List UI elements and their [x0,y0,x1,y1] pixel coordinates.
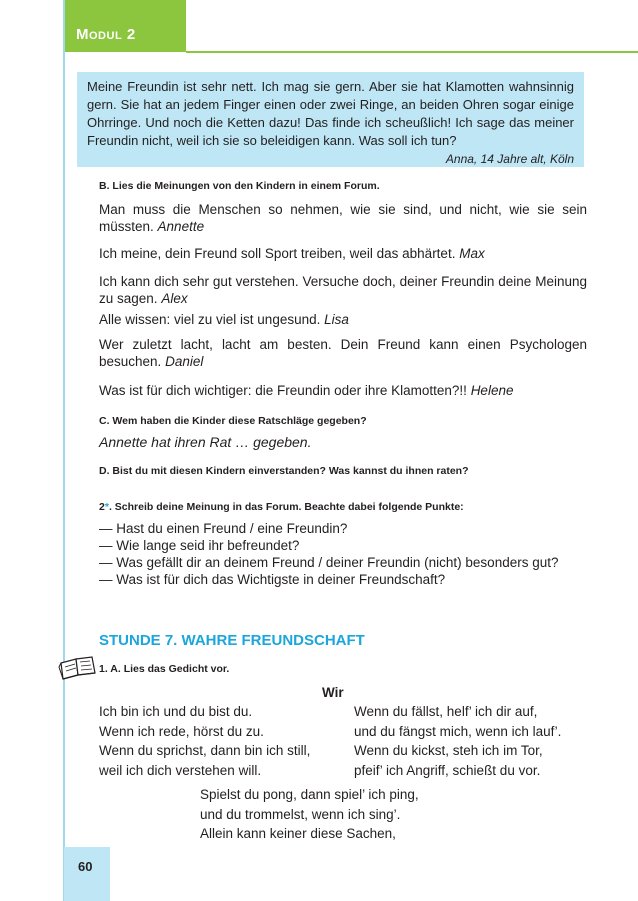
poem-line: Spielst du pong, dann spiel’ ich ping, [200,787,419,802]
margin-line [63,0,65,901]
lesson-title: STUNDE 7. WAHRE FREUNDSCHAFT [99,632,365,649]
poem-right [354,702,561,780]
poem-line: Wenn du sprichst, dann bin ich still, [99,743,311,758]
task-b-heading [99,180,587,192]
book-icon [58,653,98,683]
task-d-title: D. Bist du mit diesen Kindern einverstanden? Was kannst du ihnen raten? [99,465,469,477]
opinion-text: Was ist für dich wichtiger: die Freundin oder ihre Klamotten?!! [99,383,467,398]
opinion-text: Ich meine, dein Freund soll Sport treiben, weil das abhärtet. [99,246,456,261]
opinion-daniel [99,336,587,370]
module-label: Modul 2 [76,26,136,43]
task-d [99,465,587,477]
opinion-text: Wer zuletzt lacht, lacht am besten. Dein Freund kann einen Psychologen besuchen. [99,337,587,369]
poem-line: weil ich dich verstehen will. [99,762,262,778]
page-number-box [64,847,110,901]
opinion-max [99,245,587,262]
quote-text: Meine Freundin ist sehr nett. Ich mag sie gern. Aber sie hat Klamotten wahnsinnig gern. Sie hat an jedem Finger einen oder zwei Ringe, an beiden Ohren sogar einige Ohrringe. Und noch die Ketten dazu! Das finde ich scheußlich! Ich sage das meiner Freundin nicht, weil ich sie so beleidigen kann. Was soll ich tun? [87,79,574,148]
task-1-title: 1. A. Lies das Gedicht vor. [99,663,230,675]
poem-line: Ich bin ich und du bist du. [99,704,253,719]
example-sentence: Annette hat ihren Rat … gegeben. [99,434,312,450]
page-number: 60 [78,859,93,874]
opinion-annette [99,201,587,235]
poem-left [99,702,310,780]
poem-title: Wir [322,685,344,700]
opinion-name: Annette [157,219,205,234]
poem-line: Wenn du fällst, helf’ ich dir auf, [354,704,538,719]
opinion-name: Daniel [165,354,204,369]
opinion-text: Alle wissen: viel zu viel ist ungesund. [99,312,321,327]
quote-author: Anna, 14 Jahre alt, Köln [445,152,574,166]
module-tab [64,0,186,52]
poem-center [200,785,419,844]
task-2-title: . Schreib deine Meinung in das Forum. Beachte dabei folgende Punkte: [108,501,464,513]
header-line [186,51,638,53]
task-b-title: B. Lies die Meinungen von den Kindern in einem Forum. [99,180,380,192]
opinion-alex [99,273,587,307]
opinion-name: Max [459,246,485,261]
task-2-points [99,520,587,588]
opinion-name: Lisa [324,312,349,327]
poem-line: pfeif’ ich Angriff, schießt du vor. [354,762,541,778]
opinion-name: Helene [470,383,514,398]
poem-line: Wenn ich rede, hörst du zu. [99,723,264,739]
opinion-name: Alex [161,291,188,306]
poem-line: Wenn du kickst, steh ich im Tor, [354,743,543,758]
star-icon: * [104,501,109,513]
task-c-example [99,434,587,450]
task-c [99,415,587,427]
poem-line: und du trommelst, wenn ich sing’. [200,806,401,822]
quote-box [77,72,584,167]
opinion-helene [99,382,587,399]
opinion-text: Man muss die Menschen so nehmen, wie sie sind, und nicht, wie sie sein müssten. [99,202,587,234]
point-item: — Hast du einen Freund / eine Freundin? [99,521,348,536]
header-bar [0,0,638,52]
poem-line: Allein kann keiner diese Sachen, [200,826,396,841]
point-item: — Wie lange seid ihr befreundet? [99,538,300,553]
poem-line: und du fängst mich, wenn ich lauf’. [354,723,562,739]
task-c-title: C. Wem haben die Kinder diese Ratschläge gegeben? [99,415,367,427]
opinion-lisa [99,311,587,328]
point-item: — Was ist für dich das Wichtigste in deiner Freundschaft? [99,572,446,587]
opinion-text: Ich kann dich sehr gut verstehen. Versuche doch, deiner Freundin deine Meinung zu sagen. [99,274,587,306]
task-1-heading [99,663,587,675]
task-2-heading [99,501,587,513]
point-item: — Was gefällt dir an deinem Freund / deiner Freundin (nicht) besonders gut? [99,555,559,570]
task-number: 2 [99,501,105,513]
